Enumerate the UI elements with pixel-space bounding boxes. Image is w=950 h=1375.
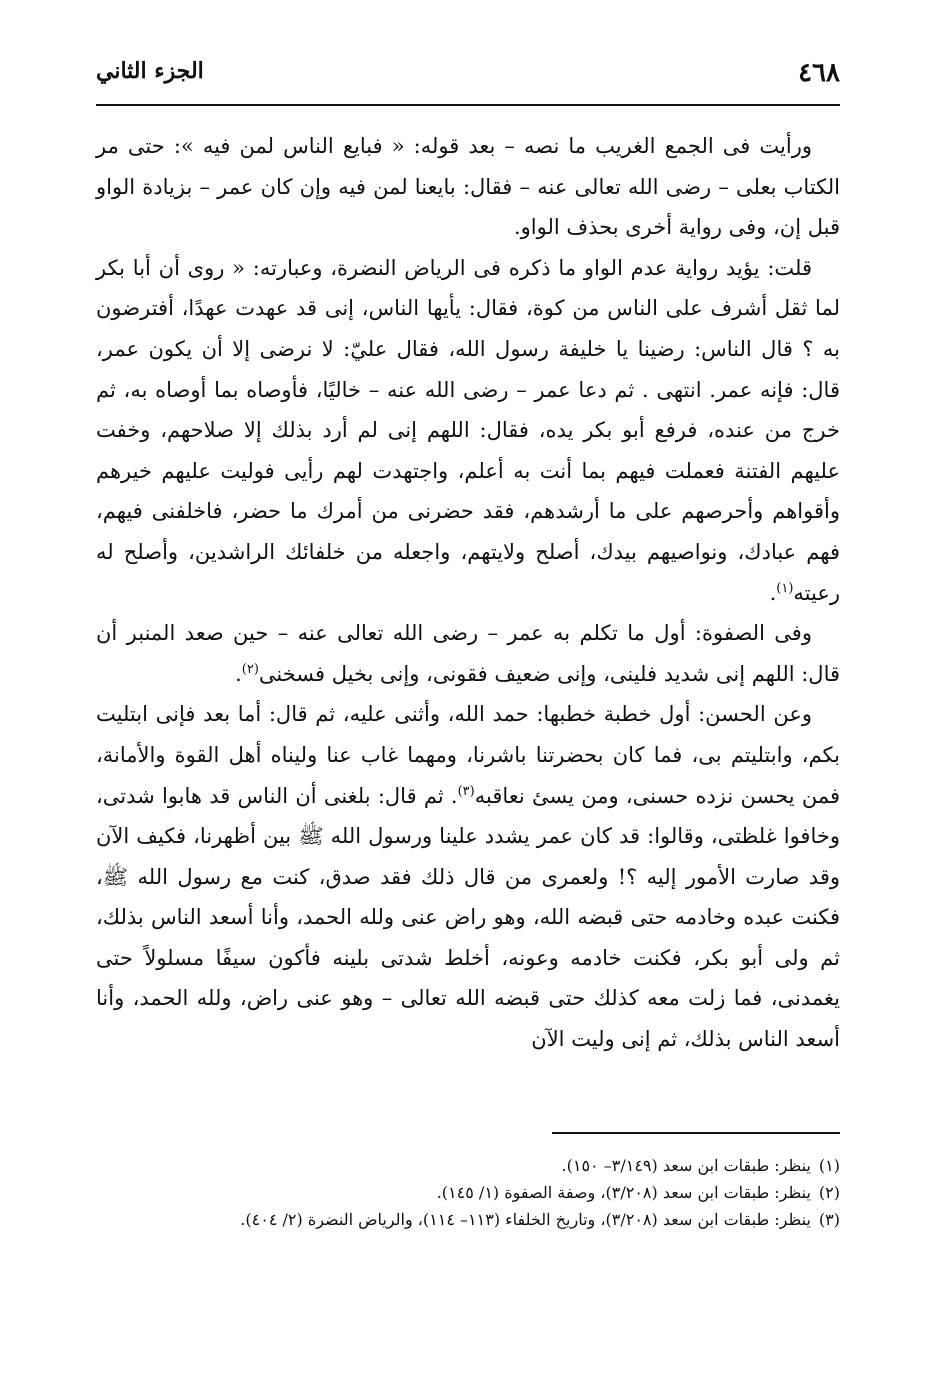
paragraph-3-closer: . — [235, 661, 242, 686]
footnote-number: (١) — [818, 1156, 840, 1175]
paragraph-2 — [96, 248, 840, 613]
paragraph-4-continuation: . ثم قال: بلغنى أن الناس قد هابوا شدتى، وخافوا غلظتى، وقالوا: قد كان عمر يشدد علينا ورسول الله ﷺ بين أظهرنا، فكيف الآن وقد صارت الأمور إليه ؟! ولعمرى من قال ذلك فقد صدق، كنت مع رسول الله ﷺ، فكنت عبده وخادمه حتى قبضه الله، وهو راض عنى ولله الحمد، وأنا أسعد الناس بذلك، ثم ولى أبو بكر، فكنت خادمه وعونه، أخلط شدتى بلينه فأكون سيفًا مسلولاً حتى يغمدنى، فما زلت معه كذلك حتى قبضه الله تعالى – وهو عنى راض، ولله الحمد، وأنا أسعد الناس بذلك، ثم إنى وليت الآن — [96, 783, 840, 1052]
footnote-number: (٢) — [818, 1183, 840, 1202]
footnote-number: (٣) — [818, 1210, 840, 1229]
footnote-rule — [552, 1132, 840, 1134]
footnote-2 — [96, 1179, 840, 1206]
footnote-text: ينظر: طبقات ابن سعد (٣/١٤٩– ١٥٠). — [561, 1156, 811, 1175]
main-text — [96, 126, 840, 1060]
footnote-ref-2[interactable]: (٢) — [241, 661, 259, 677]
paragraph-3 — [96, 613, 840, 694]
header-rule — [96, 104, 840, 106]
footnote-ref-1[interactable]: (١) — [776, 580, 794, 596]
paragraph-1-text: ورأيت فى الجمع الغريب ما نصه – بعد قوله: « فبايع الناس لمن فيه »: حتى مر الكتاب بعلى – رضى الله تعالى عنه – فقال: بايعنا لمن فيه وإن كان عمر – بزيادة الواو قبل إن، وفى رواية أخرى بحذف الواو. — [96, 134, 840, 240]
paragraph-4 — [96, 694, 840, 1059]
running-title: الجزء الثاني — [96, 58, 204, 84]
paragraph-1 — [96, 126, 840, 248]
footnote-text: ينظر: طبقات ابن سعد (٣/٢٠٨)، وتاريخ الخلفاء (١١٣– ١١٤)، والرياض النضرة (٢/ ٤٠٤). — [240, 1210, 811, 1229]
paragraph-2-text: قلت: يؤيد رواية عدم الواو ما ذكره فى الرياض النضرة، وعبارته: « روى أن أبا بكر لما ثقل أشرف على الناس من كوة، فقال: يأيها الناس، إنى قد عهدت عهدًا، أفترضون به ؟ قال الناس: رضينا يا خليفة رسول الله، فقال عليّ: لا نرضى إلا أن يكون عمر، قال: فإنه عمر. انتهى . ثم دعا عمر – رضى الله عنه – خاليًا، فأوصاه بما أوصاه به، ثم خرج من عنده، فرفع أبو بكر يده، فقال: اللهم إنى لم أرد بذلك إلا صلاحهم، وخفت عليهم الفتنة فعملت فيهم بما أنت به أعلم، واجتهدت لهم رأيى فوليت عليهم خيرهم وأقواهم وأحرصهم على ما أرشدهم، فقد حضرنى من أمرك ما حضر، فاخلفنى فيهم، فهم عبادك، ونواصيهم بيدك، أصلح ولايتهم، واجعله من خلفائك الراشدين، وأصلح له رعيته — [96, 255, 840, 605]
footnote-ref-3[interactable]: (٣) — [457, 783, 475, 799]
footnote-1 — [96, 1152, 840, 1179]
paragraph-3-text: وفى الصفوة: أول ما تكلم به عمر – رضى الله تعالى عنه – حين صعد المنبر أن قال: اللهم إنى شديد فلينى، وإنى ضعيف فقونى، وإنى بخيل فسخنى — [96, 621, 840, 686]
footnote-text: ينظر: طبقات ابن سعد (٣/٢٠٨)، وصفة الصفوة (١/ ١٤٥). — [436, 1183, 811, 1202]
paragraph-2-closer: . — [769, 580, 777, 605]
page-header — [96, 58, 840, 98]
page-number: ٤٦٨ — [798, 58, 840, 88]
paragraph-4-text: وعن الحسن: أول خطبة خطبها: حمد الله، وأثنى عليه، ثم قال: أما بعد فإنى ابتليت بكم، وابتليتم بى، فما كان بحضرتنا باشرنا، ومهما غاب عنا وليناه أهل القوة والأمانة، فمن يحسن نزده حسنى، ومن يسئ نعاقبه — [96, 702, 840, 808]
footnotes — [96, 1152, 840, 1233]
footnote-3 — [96, 1206, 840, 1233]
